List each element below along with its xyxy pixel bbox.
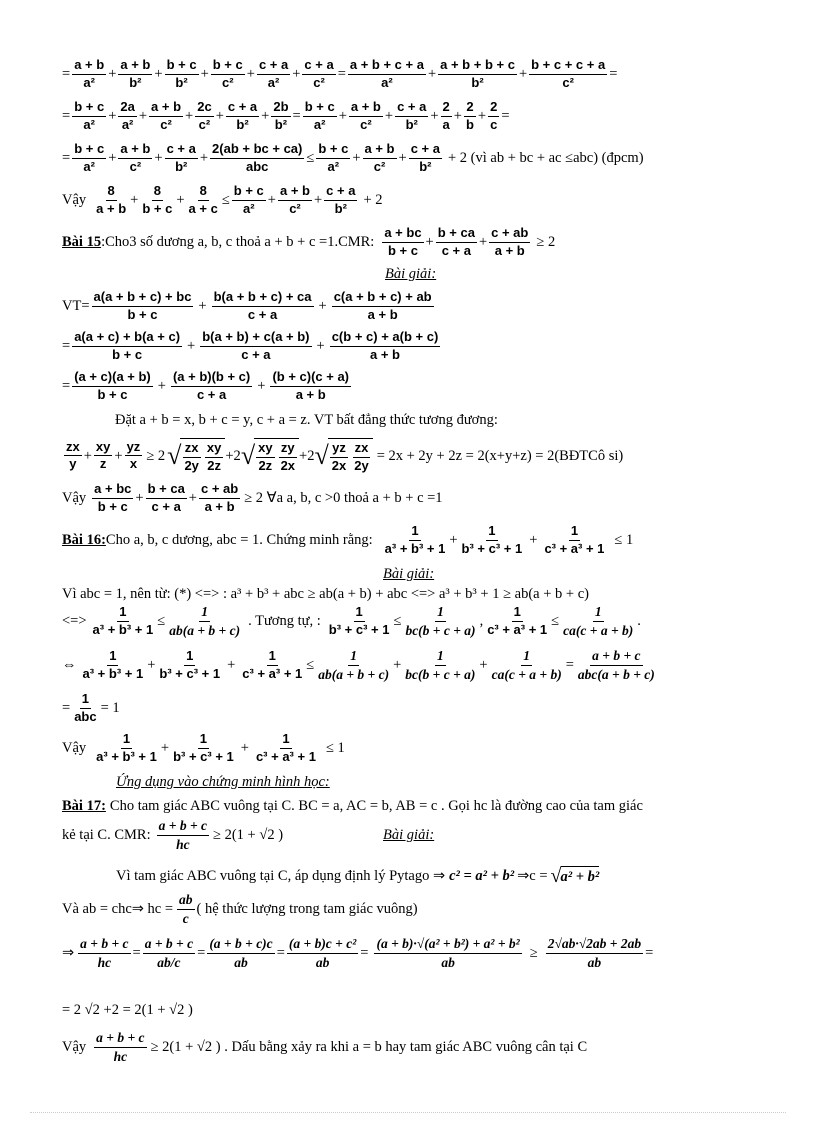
fraction: 1 bc(b + c + a) bbox=[405, 648, 476, 682]
fraction: c + a c² bbox=[304, 57, 334, 90]
radical: √ xy 2z zy 2x bbox=[241, 438, 299, 474]
fraction: 1 b³ + c³ + 1 bbox=[173, 731, 234, 764]
fraction: 1 bc(b + c + a) bbox=[405, 604, 476, 638]
fraction: 8 a + b bbox=[96, 183, 127, 216]
problem-17-claim: kẻ tại C. CMR: $\frac{a + b + c}{hc}$ ≥ 2(1 + √2 ) Bài giải: bbox=[62, 818, 435, 852]
fraction: c + a b² bbox=[326, 183, 356, 216]
fraction: 2 b bbox=[465, 99, 474, 132]
radical: √ yz 2x zx 2y bbox=[314, 438, 372, 474]
proof-text: Vì abc = 1, nên từ: (*) <=> : a³ + b³ + abc ≥ ab(a + b) + abc <=> a³ + b³ + 1 ≥ ab(a + b + c) bbox=[62, 586, 589, 602]
fraction: c + a b² bbox=[227, 99, 258, 132]
substitution-text: Đặt a + b = x, b + c = y, c + a = z. VT bất đẳng thức tương đương: bbox=[115, 412, 498, 428]
fraction: $\frac{ab}{c}$ bbox=[179, 892, 193, 926]
fraction: xy 2z bbox=[258, 440, 273, 473]
fraction: a + b c² bbox=[279, 183, 310, 216]
problem-label: Bài 16: bbox=[62, 532, 106, 549]
fraction: yz 2x bbox=[331, 440, 347, 473]
problem-16-statement: Bài 16: Cho a, b, c dương, abc = 1. Chứng minh rằng: 1 a³ + b³ + 1 + 1 b³ + c³ + 1 + $\frac{1}{\text{c³ + a³ + 1}}$ ≤ 1 bbox=[62, 523, 634, 556]
fraction: zx 2y bbox=[184, 440, 199, 473]
fraction: b + c a² bbox=[233, 183, 264, 216]
equation-line-3: = b + c a² + a + b c² + c + a b² + 2(ab + bc + ca) abc ≤ b + c a² + a + b c² + c + a b² + 2 (vì ab + bc + ac ≤abc) (đpcm) bbox=[62, 141, 644, 174]
fraction: $\frac{1}{\text{c³ + a³ + 1}}$ bbox=[544, 523, 605, 556]
fraction: 2b b² bbox=[273, 99, 289, 132]
fraction: 1 b³ + c³ + 1 bbox=[461, 523, 523, 556]
equation-line-4: Vậy 8 a + b + 8 b + c + 8 a + c ≤ b + c a² + a + b c² + c + a b² + 2 bbox=[62, 183, 383, 216]
fraction: (a + b + c)c ab bbox=[209, 936, 273, 970]
radical: √ a² + b² bbox=[550, 865, 600, 887]
fraction: 1 b³ + c³ + 1 bbox=[159, 647, 221, 681]
fraction: $\frac{b(a + b) + c(a + b)}{c + a}$ bbox=[202, 329, 310, 362]
fraction: $\frac{1}{\text{c³ + a³ + 1}}$ bbox=[242, 647, 303, 681]
fraction: a + bc b + c bbox=[94, 481, 132, 514]
equation-line-1: = $\frac{a + b}{\text{a²}}$ + a + b b² + b + c b² + b + c c² + c + a a² + c + a c² = a + b + c + a a² + a + b + b + c b² + b + c + c + a c² = bbox=[62, 57, 618, 90]
conclusion-15: Vậy a + bc b + c + b + ca c + a + $\frac{c + ab}{a + b}$ ≥ 2 ∀a a, b, c >0 thoả a + b + c =1 bbox=[62, 481, 443, 514]
fraction: zx 2y bbox=[354, 440, 369, 473]
fraction: (a + b)c + c² ab bbox=[288, 936, 357, 970]
fraction: $\frac{a + b + c}{hc}$ bbox=[158, 818, 208, 852]
conclusion-17: Vậy $\frac{a + b + c}{hc}$ ≥ 2(1 + √2 ) . Dấu bằng xảy ra khi a = b hay tam giác ABC vuông cân tại C bbox=[62, 1030, 588, 1064]
fraction: 2a a² bbox=[120, 99, 135, 132]
problem-label: Bài 17: bbox=[62, 798, 106, 814]
fraction: 2(ab + bc + ca) abc bbox=[212, 141, 303, 174]
solution-heading: Bài giải: bbox=[383, 826, 435, 843]
fraction: (a + c)(a + b) b + c bbox=[74, 369, 151, 402]
pythagoras-line: Vì tam giác ABC vuông tại C, áp dụng định lý Pytago ⇒ c² = a² + b² ⇒c = √ a² + b² bbox=[116, 865, 600, 887]
fraction: $\frac{c + ab}{a + b}$ bbox=[491, 225, 529, 258]
section-heading: Ứng dụng vào chứng minh hình học: bbox=[116, 774, 330, 790]
fraction: 1 b³ + c³ + 1 bbox=[328, 603, 390, 637]
fraction: xy 2z bbox=[206, 440, 222, 473]
fraction: a + b + c + a a² bbox=[349, 57, 424, 90]
fraction: zx y bbox=[66, 438, 80, 472]
fraction: $\frac{c + ab}{a + b}$ bbox=[200, 481, 239, 514]
fraction: 8 b + c bbox=[142, 183, 173, 216]
problem-17-statement: Bài 17: Cho tam giác ABC vuông tại C. BC = a, AC = b, AB = c . Gọi hc là đường cao của tam giác bbox=[62, 798, 643, 814]
fraction: b + ca c + a bbox=[437, 225, 475, 258]
vt-line-1: VT= $\frac{a(a + b + c) + bc}{b + c}$ + $\frac{b(a + b + c) + ca}{c + a}$ + $\frac{c(a + b + c) + ab}{a + b}$ bbox=[62, 289, 432, 322]
fraction: b + c a² bbox=[74, 99, 105, 132]
problem-15-statement: Bài 15 :Cho3 số dương a, b, c thoả a + b + c =1.CMR: a + bc b + c + b + ca c + a + $\frac{c + ab}{a + b}$ ≥ 2 bbox=[62, 225, 556, 258]
result-line-16: = 1 abc = 1 bbox=[62, 691, 120, 724]
fraction: 1 a³ + b³ + 1 bbox=[82, 647, 144, 681]
fraction: b + c a² bbox=[74, 141, 105, 174]
fraction: b + c + c + a c² bbox=[531, 57, 606, 90]
fraction: c + a b² bbox=[410, 141, 440, 174]
fraction: a + b + c hc bbox=[80, 936, 129, 970]
fraction: $\frac{a(a + b + c) + bc}{b + c}$ bbox=[93, 289, 192, 322]
fraction: 1 c³ + a³ + 1 bbox=[487, 603, 548, 637]
main-derivation: ⇒ a + b + c hc = a + b + c ab/c = (a + b + c)c ab = (a + b)c + c² ab = $\frac{\text{(a + b)·√(a² + b²) + a² + b²}}{ab}$ ≥ $\frac{2√ab\cdot√2ab + 2ab}{ab}$ = bbox=[62, 936, 654, 970]
fraction: 8 a + c bbox=[188, 183, 218, 216]
fraction: b + c c² bbox=[212, 57, 243, 90]
fraction: b + c a² bbox=[304, 99, 335, 132]
fraction: 1 a³ + b³ + 1 bbox=[96, 731, 157, 764]
inequality-line-16a: <=> 1 a³ + b³ + 1 ≤ 1 ab(a + b + c) . Tương tự, : 1 b³ + c³ + 1 ≤ 1 bc(b + c + a) , 1 c³ + a³ + 1 ≤ 1 ca(c + a + b) . bbox=[62, 603, 641, 638]
fraction: $\frac{b(a + b + c) + ca}{c + a}$ bbox=[213, 289, 312, 322]
fraction: $\frac{2√ab\cdot√2ab + 2ab}{ab}$ bbox=[547, 936, 642, 970]
fraction: 1 ca(c + a + b) bbox=[491, 648, 562, 682]
fraction: 1 ab(a + b + c) bbox=[169, 604, 241, 638]
fraction: a + b + c ab/c bbox=[144, 936, 194, 970]
fraction: xy z bbox=[95, 438, 111, 472]
fraction: $\frac{a + b}{\text{a²}}$ bbox=[74, 57, 105, 90]
fraction: a + bc b + c bbox=[384, 225, 422, 258]
fraction: a + b c² bbox=[120, 141, 151, 174]
xyz-inequality: zx y + xy z + $\frac{yz}{x}$ ≥ 2 √ zx 2y xy 2z +2 √ xy 2z zy 2x +2 √ yz 2x zx 2y = 2x + 2y + 2z = 2(x+y+z) = 2(BĐTCô si) bbox=[66, 438, 624, 473]
vt-line-3: = (a + c)(a + b) b + c + $\frac{(a + b)(b + c)}{c + a}$ + $\frac{(b + c)(c + a)}{a + b}$ bbox=[62, 369, 350, 402]
inequality-line-16b: ⇔ 1 a³ + b³ + 1 + 1 b³ + c³ + 1 + $\frac{1}{\text{c³ + a³ + 1}}$ ≤ 1 ab(a + b + c) + 1 bc(b + c + a) + 1 ca(c + a + b) = a + b + c abc(a + b + c) bbox=[62, 647, 655, 682]
result-17: = 2 √2 +2 = 2(1 + √2 ) bbox=[62, 1002, 193, 1018]
fraction: $\frac{\text{(a + b)·√(a² + b²) + a² + b²}}{ab}$ bbox=[376, 936, 520, 970]
vt-line-2: = a(a + c) + b(a + c) b + c + $\frac{b(a + b) + c(a + b)}{c + a}$ + $\frac{c(b + c) + a(b + c)}{a + b}$ bbox=[62, 329, 439, 362]
height-formula: Và ab = chc⇒ hc = $\frac{ab}{c}$ ( hệ thức lượng trong tam giác vuông) bbox=[62, 892, 418, 926]
fraction: a(a + c) + b(a + c) b + c bbox=[74, 329, 181, 362]
fraction: 2 c bbox=[490, 99, 498, 132]
equation-line-2: = b + c a² + 2a a² + a + b c² + 2c c² + c + a b² + 2b b² = b + c a² + a + b c² + c + a b² + 2 a + 2 b + 2 c = bbox=[62, 99, 510, 132]
fraction: b + c a² bbox=[318, 141, 349, 174]
fraction: $\frac{yz}{x}$ bbox=[126, 438, 141, 472]
fraction: b + c b² bbox=[166, 57, 197, 90]
fraction: $\frac{c(a + b + c) + ab}{a + b}$ bbox=[333, 289, 432, 322]
fraction: $\frac{1}{\text{c³ + a³ + 1}}$ bbox=[255, 731, 316, 764]
fraction: a + b b² bbox=[120, 57, 151, 90]
radical: √ zx 2y xy 2z bbox=[167, 438, 225, 474]
problem-label: Bài 15 bbox=[62, 234, 102, 251]
fraction: c + a b² bbox=[397, 99, 427, 132]
fraction: c + a b² bbox=[166, 141, 196, 174]
fraction: $\frac{a + b + c}{hc}$ bbox=[96, 1030, 145, 1064]
fraction: 1 abc bbox=[74, 691, 97, 724]
fraction: 1 a³ + b³ + 1 bbox=[92, 603, 154, 637]
fraction: c + a a² bbox=[258, 57, 289, 90]
fraction: a + b + b + c b² bbox=[440, 57, 515, 90]
page-footer-rule bbox=[30, 1112, 786, 1113]
fraction: a + b c² bbox=[151, 99, 182, 132]
fraction: b + ca c + a bbox=[147, 481, 185, 514]
fraction: $\frac{(a + b)(b + c)}{c + a}$ bbox=[172, 369, 251, 402]
fraction: a + b c² bbox=[364, 141, 395, 174]
solution-heading: Bài giải: bbox=[383, 566, 435, 582]
fraction: $\frac{(b + c)(c + a)}{a + b}$ bbox=[272, 369, 350, 402]
fraction: $\frac{c(b + c) + a(b + c)}{a + b}$ bbox=[331, 329, 439, 362]
fraction: zy 2x bbox=[280, 440, 296, 473]
fraction: 1 a³ + b³ + 1 bbox=[384, 523, 446, 556]
fraction: 2c c² bbox=[197, 99, 212, 132]
fraction: a + b + c abc(a + b + c) bbox=[577, 648, 655, 682]
conclusion-16: Vậy 1 a³ + b³ + 1 + 1 b³ + c³ + 1 + $\frac{1}{\text{c³ + a³ + 1}}$ ≤ 1 bbox=[62, 731, 345, 764]
solution-heading: Bài giải: bbox=[385, 266, 437, 282]
fraction: 1 ca(c + a + b) bbox=[563, 604, 634, 638]
fraction: a + b c² bbox=[350, 99, 381, 132]
fraction: 1 ab(a + b + c) bbox=[318, 648, 390, 682]
fraction: 2 a bbox=[442, 99, 450, 132]
